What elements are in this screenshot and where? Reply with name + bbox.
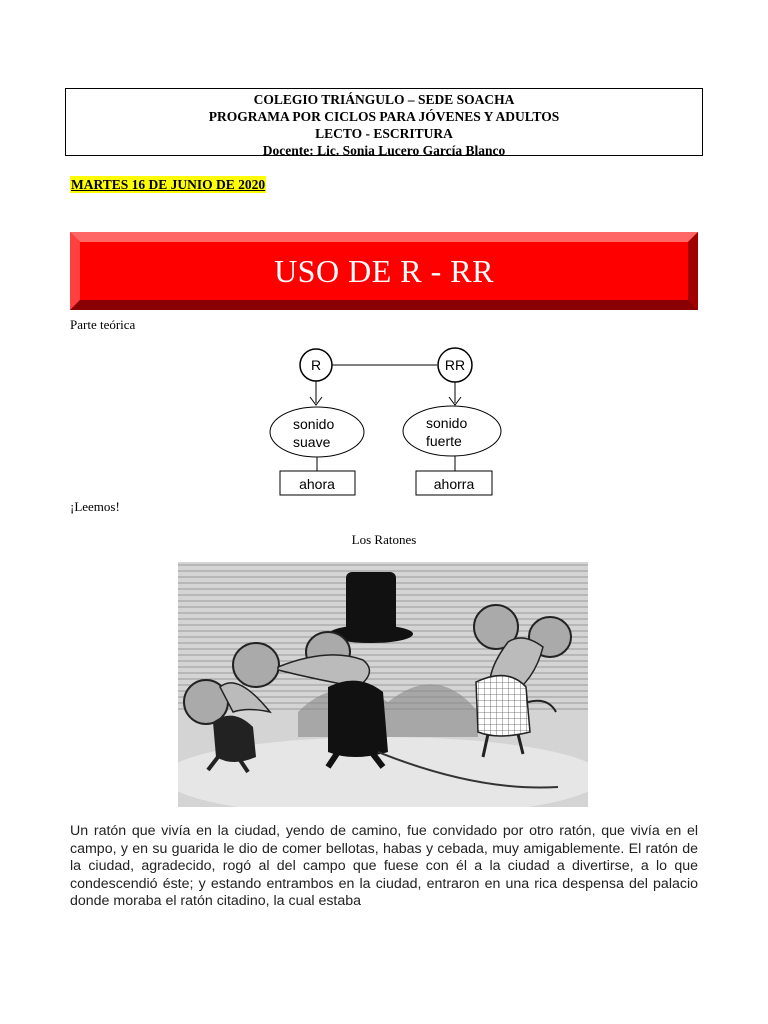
lesson-date: MARTES 16 DE JUNIO DE 2020: [71, 177, 266, 192]
read-section-label: ¡Leemos!: [70, 499, 120, 514]
strong-sound-line2: fuerte: [426, 433, 462, 449]
school-header-box: [65, 88, 703, 156]
mice-illustration: [178, 562, 588, 807]
program-name: PROGRAMA POR CICLOS PARA JÓVENES Y ADULTOS: [208, 109, 560, 124]
rr-letter: RR: [444, 357, 466, 373]
theory-section-label: Parte teórica: [70, 317, 136, 332]
soft-sound-line1: sonido: [293, 416, 335, 432]
story-paragraph: Un ratón que vivía en la ciudad, yendo de camino, fue convidado por otro ratón, que vivía en el campo, y en su guarida le dio de comer bellotas, habas y cebada, muy amigablemente. El ratón de la ciudad, agradecido, rogó al del campo que fuese con él a la ciudad a divertirse, a lo que condescendió éste; y estando entrambos en la ciudad, entraron en una rica despensa del palacio donde moraba el ratón citadino, la cual estaba: [70, 823, 698, 910]
r-letter: R: [310, 357, 322, 373]
r-rr-diagram: [260, 345, 520, 505]
strong-sound-line1: sonido: [426, 415, 468, 431]
story-title: Los Ratones: [351, 532, 417, 547]
subject-name: LECTO - ESCRITURA: [315, 126, 453, 141]
ahorra-word: ahorra: [433, 476, 475, 492]
school-name: COLEGIO TRIÁNGULO – SEDE SOACHA: [253, 92, 515, 107]
soft-sound-line2: suave: [293, 434, 331, 450]
ahora-word: ahora: [299, 476, 335, 492]
banner-title: USO DE R - RR: [274, 252, 494, 289]
title-banner: [70, 232, 698, 310]
teacher-name: Docente: Lic. Sonia Lucero García Blanco: [262, 143, 506, 158]
